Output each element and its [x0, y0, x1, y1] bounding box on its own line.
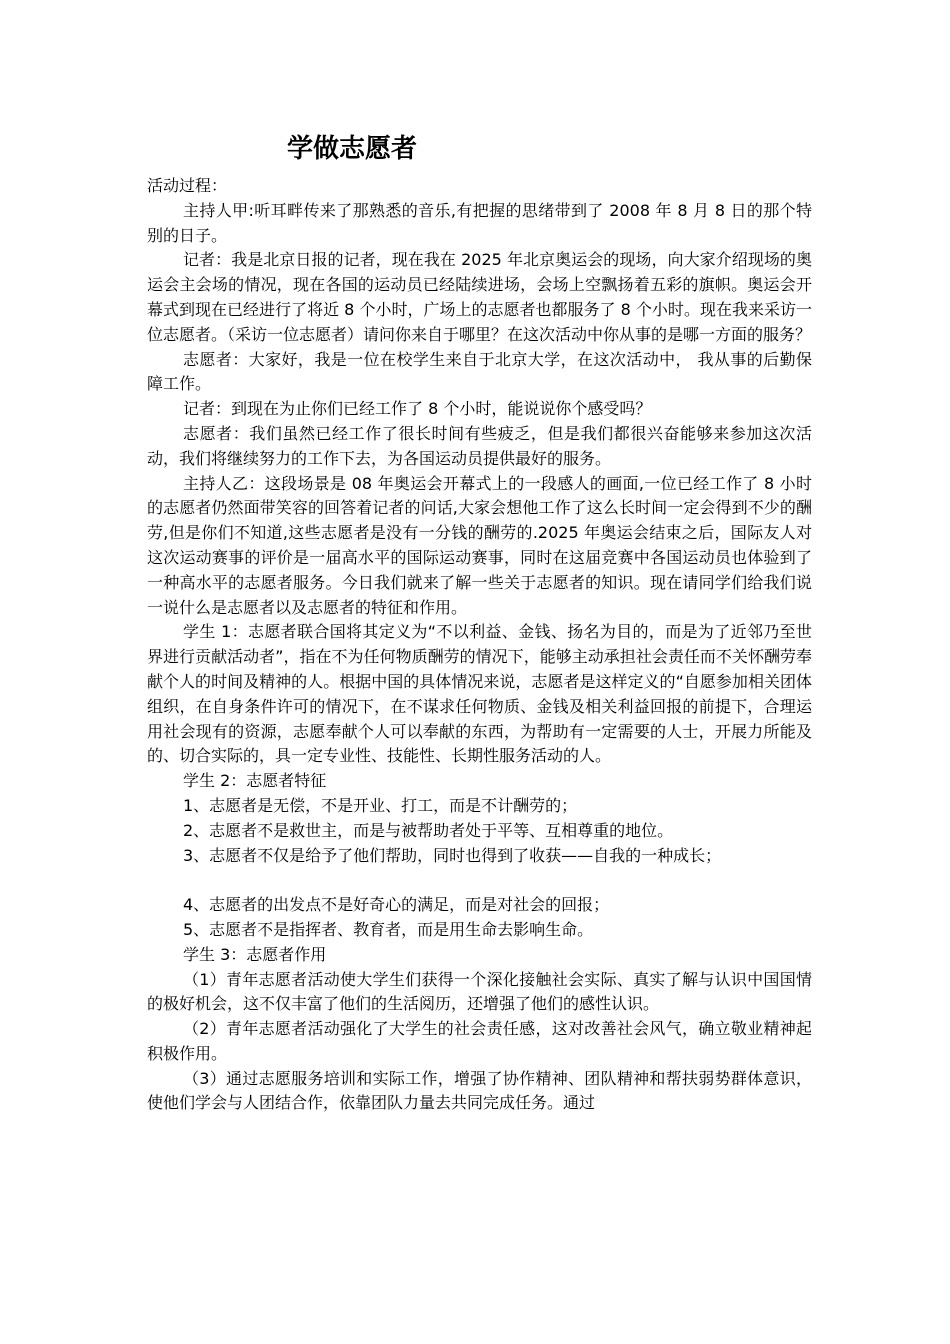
paragraph: （2）青年志愿者活动强化了大学生的社会责任感，这对改善社会风气，确立敬业精神起积极作用。: [147, 1019, 812, 1063]
paragraph: 志愿者：我们虽然已经工作了很长时间有些疲乏，但是我们都很兴奋能够来参加这次活动，我们将继续努力的工作下去，为各国运动员提供最好的服务。: [147, 423, 812, 468]
paragraph: （3）通过志愿服务培训和实际工作，增强了协作精神、团队精神和帮扶弱势群体意识，使他们学会与人团结合作，依靠团队力量去共同完成任务。通过: [147, 1068, 812, 1113]
paragraph: 活动过程：: [147, 176, 228, 195]
paragraph: 2、志愿者不是救世主，而是与被帮助者处于平等、互相尊重的地位。: [183, 820, 674, 840]
blank-line: [147, 868, 812, 893]
paragraph: 主持人甲:听耳畔传来了那熟悉的音乐,有把握的思绪带到了 2008 年 8 月 8 日的那个特别的日子。: [147, 200, 812, 245]
paragraph: 记者：到现在为止你们已经工作了 8 个小时，能说说你个感受吗？: [183, 399, 652, 419]
paragraph: 学生 2：志愿者特征: [183, 771, 327, 791]
document-body: [147, 174, 812, 1116]
paragraph: 志愿者：大家好，我是一位在校学生来自于北京大学，在这次活动中， 我从事的后勤保障工作。: [147, 349, 812, 394]
paragraph: 学生 1：志愿者联合国将其定义为“不以利益、金钱、扬名为目的，而是为了近邻乃至世界进行贡献活动者”，指在不为任何物质酬劳的情况下，能够主动承担社会责任而不关怀酬劳奉献个人的时间及精神的人。根据中国的具体情况来说，志愿者是这样定义的“自愿参加相关团体组织，在自身条件许可的情况下，在不谋求任何物质、金钱及相关利益回报的前提下，合理运用社会现有的资源，志愿奉献个人可以奉献的东西，为帮助有一定需要的人士，开展力所能及的、切合实际的，具一定专业性、技能性、长期性服务活动的人。: [147, 622, 812, 766]
paragraph: 学生 3：志愿者作用: [183, 944, 327, 964]
paragraph: 5、志愿者不是指挥者、教育者，而是用生命去影响生命。: [183, 919, 594, 939]
paragraph: 主持人乙：这段场景是 08 年奥运会开幕式上的一段感人的画面,一位已经工作了 8 小时的志愿者仍然面带笑容的回答着记者的问话,大家会想他工作了这么长时间一定会得到不少的酬劳,但是你们不知道,这些志愿者是没有一分钱的酬劳的.2025 年奥运会结束之后，国际友人对这次运动赛事的评价是一届高水平的国际运动赛事，同时在这届竞赛中各国运动员也体验到了一种高水平的志愿者服务。今日我们就来了解一些关于志愿者的知识。现在请同学们给我们说一说什么是志愿者以及志愿者的特征和作用。: [147, 473, 812, 617]
document-title: 学做志愿者: [287, 134, 418, 164]
paragraph: 记者：我是北京日报的记者，现在我在 2025 年北京奥运会的现场，向大家介绍现场的奥运会主会场的情况，现在各国的运动员已经陆续进场，会场上空飘扬着五彩的旗帜。奥运会开幕式到现在已经进行了将近 8 个小时，广场上的志愿者也都服务了 8 个小时。现在我来采访一位志愿者。（采访一位志愿者）请问你来自于哪里？在这次活动中你从事的是哪一方面的服务？: [147, 250, 812, 344]
paragraph: （1）青年志愿者活动使大学生们获得一个深化接触社会实际、真实了解与认识中国国情的极好机会，这不仅丰富了他们的生活阅历，还增强了他们的感性认识。: [147, 969, 812, 1014]
paragraph: 4、志愿者的出发点不是好奇心的满足，而是对社会的回报；: [183, 895, 610, 915]
paragraph: 3、志愿者不仅是给予了他们帮助，同时也得到了收获——自我的一种成长；: [183, 845, 722, 865]
paragraph: 1、志愿者是无偿，不是开业、打工，而是不计酬劳的；: [183, 795, 578, 815]
